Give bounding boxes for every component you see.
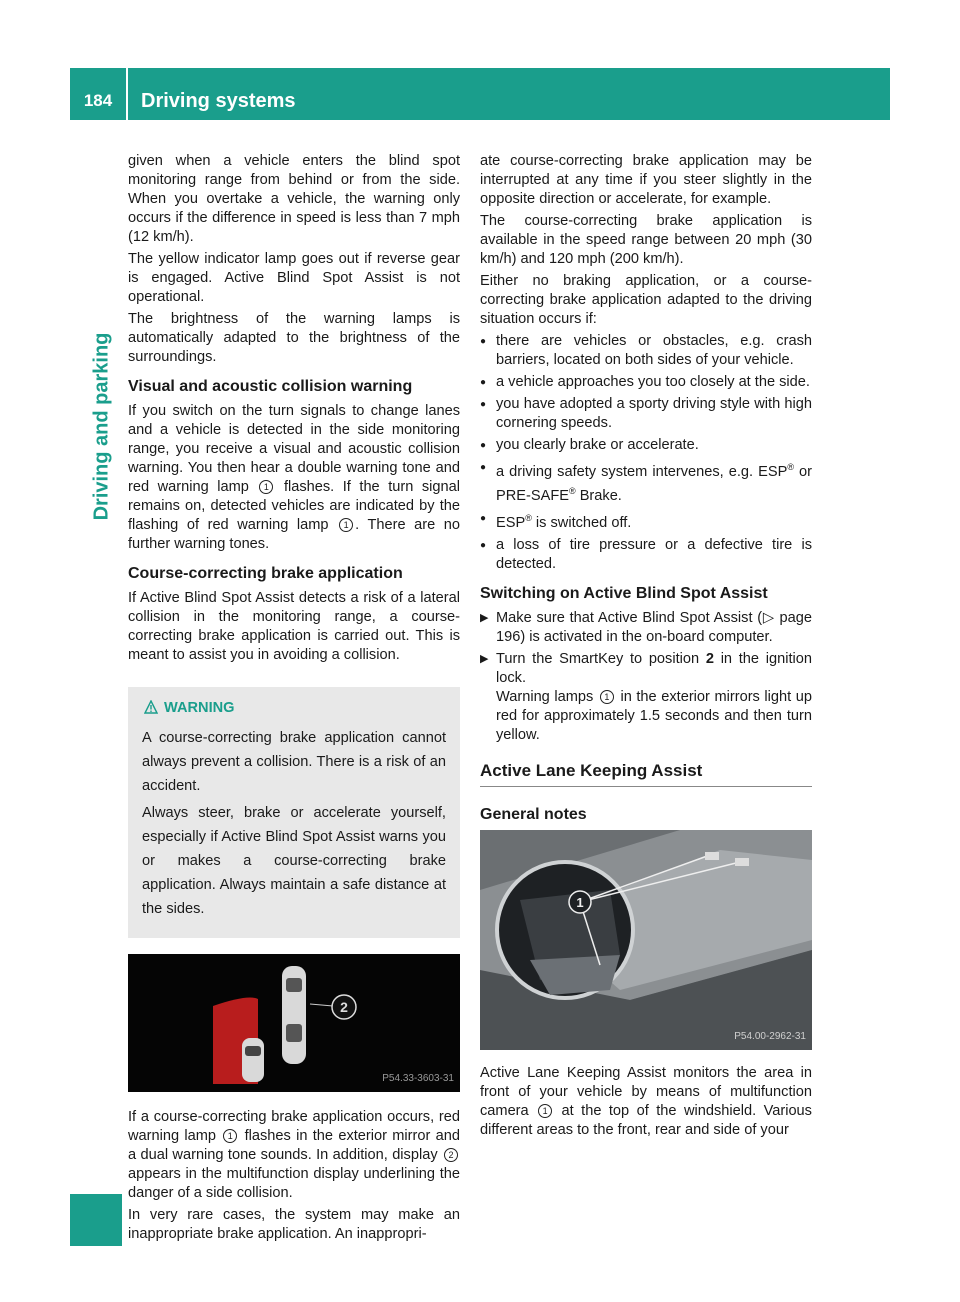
paragraph: ate course-correcting brake application may be interrupted at any time if you steer slightly in the opposite direction or accelerate, for example.: [480, 153, 812, 207]
windshield-graphic: [480, 830, 812, 1050]
left-column: [128, 152, 460, 1247]
warning-text: A course-correcting brake application cannot always prevent a collision. There is a risk of an accident.: [142, 730, 446, 794]
svg-text:2: 2: [340, 999, 348, 1015]
warning-text: Always steer, brake or accelerate yourself, especially if Active Blind Spot Assist warns you or makes a course-correcting brake application. Always maintain a safe distance at the sides.: [142, 805, 446, 917]
image-code: P54.00-2962-31: [734, 1030, 806, 1042]
list-item: ● a vehicle approaches you too closely at the side.: [480, 373, 812, 392]
heading-general-notes: General notes: [480, 805, 587, 823]
windshield-camera-image: [480, 830, 812, 1050]
callout-1: 1: [339, 518, 353, 532]
header-divider: [126, 68, 128, 120]
paragraph: Either no braking application, or a course-correcting brake application adapted to the driving situation occurs if:: [480, 273, 812, 327]
heading-lane-keeping: Active Lane Keeping Assist: [480, 761, 812, 787]
list-item: ● ESP® is switched off.: [480, 509, 812, 533]
list-item: ● a loss of tire pressure or a defective tire is detected.: [480, 536, 812, 574]
list-item: ● you clearly brake or accelerate.: [480, 436, 812, 455]
page-pointer-icon: ▷: [762, 609, 775, 626]
warning-box: [128, 687, 460, 938]
paragraph: If you switch on the turn signals to change lanes and a vehicle is detected in the side monitoring range, you receive a visual and acoustic collision warning. You then hear a double warning tone and red warning lamp 1 flashes. If the turn signal remains on, detected vehicles are indicated by the flashing of red warning lamp 1 . There are no further warning tones.: [128, 403, 460, 552]
callout-1: 1: [600, 690, 614, 704]
callout-1: 1: [538, 1104, 552, 1118]
instruction-step: ▶ Make sure that Active Blind Spot Assist (▷ page 196) is activated in the on-board computer.: [480, 609, 812, 647]
paragraph: If a course-correcting brake application occurs, red warning lamp 1 flashes in the exterior mirror and a dual warning tone sounds. In addition, display 2 appears in the multifunction display underlining the danger of a side collision.: [128, 1109, 460, 1201]
paragraph: In very rare cases, the system may make an inappropriate brake application. An inappropri-: [128, 1207, 460, 1242]
chapter-label: Driving and parking: [90, 332, 113, 521]
instruction-step: ▶ Turn the SmartKey to position 2 in the ignition lock. Warning lamps 1 in the exterior mirrors light up red for approximately 1.5 seconds and then turn yellow.: [480, 650, 812, 745]
paragraph: Active Lane Keeping Assist monitors the area in front of your vehicle by means of multifunction camera 1 at the top of the windshield. Various different areas to the front, rear and side of your: [480, 1064, 812, 1138]
right-column: [480, 152, 812, 1143]
callout-2: 2: [444, 1148, 458, 1162]
paragraph: The yellow indicator lamp goes out if reverse gear is engaged. Active Blind Spot Assist is not operational.: [128, 251, 460, 305]
paragraph: If Active Blind Spot Assist detects a risk of a lateral collision in the monitoring range, a course-correcting brake application is carried out. This is meant to assist you in avoiding a collision.: [128, 590, 460, 663]
list-item: ● you have adopted a sporty driving style with high cornering speeds.: [480, 395, 812, 433]
svg-text:1: 1: [576, 894, 584, 910]
chapter-marker: [70, 1194, 122, 1246]
blind-spot-display-image: [128, 954, 460, 1092]
warning-triangle-icon: [144, 700, 158, 714]
callout-1: 1: [223, 1129, 237, 1143]
paragraph: The course-correcting brake application is available in the speed range between 20 mph (30 km/h) and 120 mph (200 km/h).: [480, 213, 812, 267]
paragraph: given when a vehicle enters the blind spot monitoring range from behind or from the side. When you overtake a vehicle, the warning only occurs if the difference in speed is less than 7 mph (12 km/h).: [128, 153, 460, 245]
heading-course-correcting: Course-correcting brake application: [128, 565, 403, 582]
section-title: Driving systems: [141, 90, 296, 112]
image-code: P54.33-3603-31: [382, 1073, 454, 1084]
heading-switching-on: Switching on Active Blind Spot Assist: [480, 584, 768, 602]
page-number: 184: [83, 91, 113, 110]
paragraph: The brightness of the warning lamps is automatically adapted to the brightness of the surroundings.: [128, 311, 460, 365]
callout-1: 1: [259, 480, 273, 494]
warning-title: WARNING: [144, 699, 446, 718]
list-item: ● a driving safety system intervenes, e.g. ESP® or PRE-SAFE® Brake.: [480, 458, 812, 506]
list-item: ● there are vehicles or obstacles, e.g. crash barriers, located on both sides of your vehicle.: [480, 332, 812, 370]
heading-visual-warning: Visual and acoustic collision warning: [128, 378, 413, 395]
